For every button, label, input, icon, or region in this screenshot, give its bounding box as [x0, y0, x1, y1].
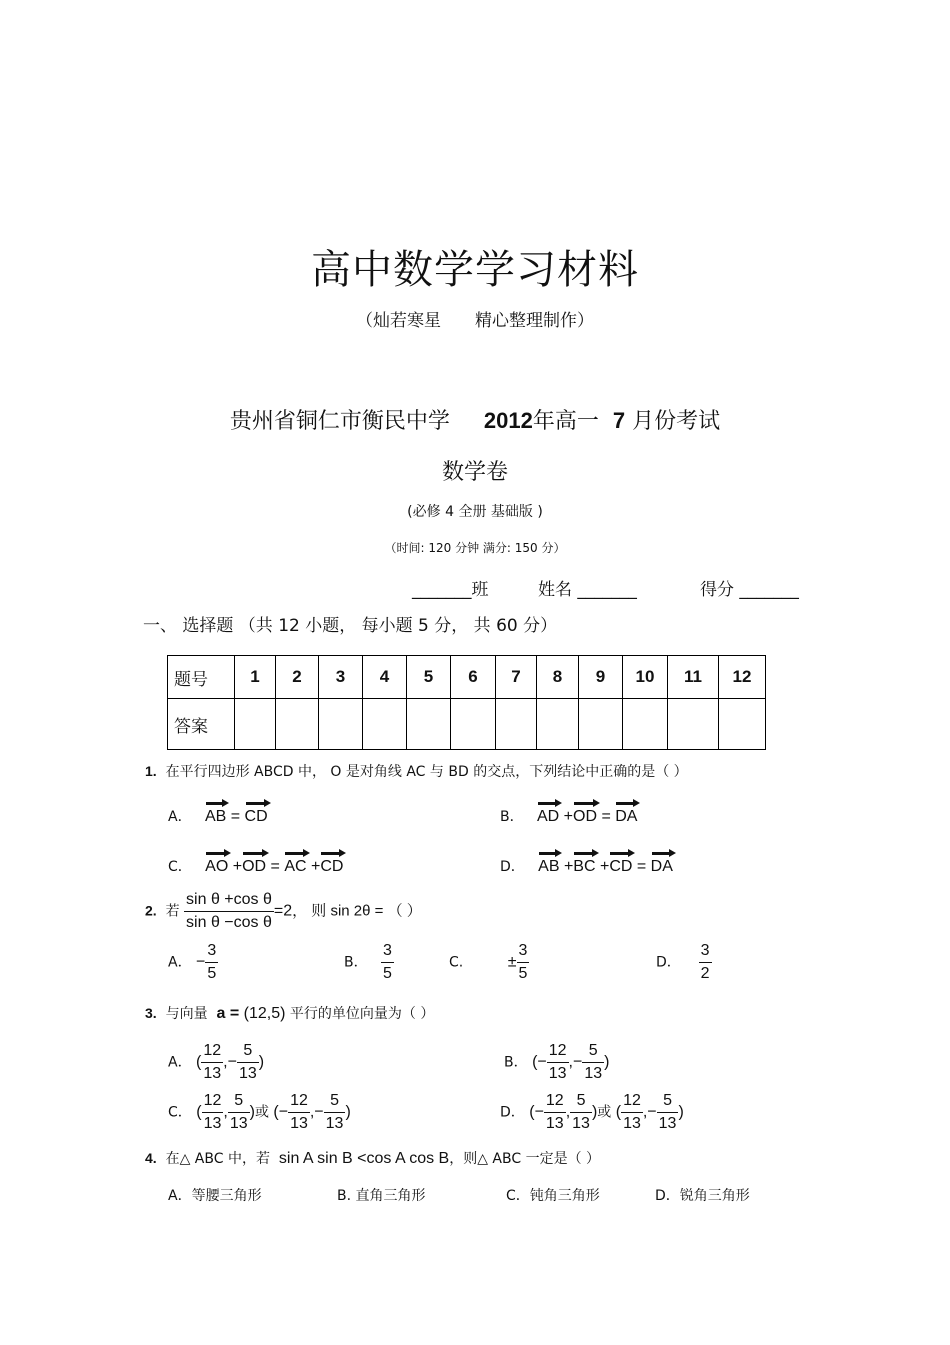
question-number-cell: 11 [668, 656, 719, 699]
equals-sign: = [270, 858, 280, 875]
score-field: 得分 _______ [700, 580, 799, 600]
option-label: D． [656, 954, 681, 971]
fraction-denominator: 5 [382, 965, 392, 982]
exam-title-suffix: 月份考试 [632, 409, 721, 434]
question-number-cell: 10 [623, 656, 668, 699]
q4-option-d: D．锐角三角形 [655, 1188, 750, 1204]
q2-option-b [344, 940, 394, 985]
main-title: 高中数学学习材料 [311, 247, 639, 293]
vector-ab: AB [538, 858, 560, 875]
vector-cd: CD [609, 858, 633, 875]
fraction [324, 1090, 346, 1135]
paper-name: 数学卷 [441, 460, 508, 485]
edition-note: (必修 4 全册 基础版 ) [407, 504, 543, 520]
question-4-number: 4. [145, 1150, 157, 1166]
q3-option-d: D． (− $\frac{12}{13}$ , $\frac{5}{13}$ )或 ( $\frac{12}{13}$ ,− $\frac{5}{13}$ ) [500, 1090, 684, 1135]
answer-cell[interactable] [537, 699, 579, 750]
vector-ab: AB [204, 808, 227, 825]
fraction-numerator: 5 [324, 1090, 346, 1113]
vector-da: DA [650, 858, 673, 875]
exam-year: 2012 [483, 408, 533, 433]
fraction [237, 1040, 259, 1085]
fraction [699, 940, 712, 985]
vector-a-name: a = [216, 1005, 240, 1022]
plus-minus-sign: ± [507, 953, 517, 971]
question-3-prefix: 与向量 [165, 1006, 208, 1022]
fraction-denominator: sin θ −cos θ [186, 914, 272, 931]
option-label: C． [168, 1104, 192, 1121]
question-number-label: 题号 [168, 656, 235, 699]
fraction-denominator: 5 [518, 965, 528, 982]
fraction-denominator: 13 [548, 1065, 567, 1082]
vector-ad: AD [536, 808, 560, 825]
option-label: B． [500, 809, 524, 825]
vector-da: DA [615, 808, 638, 825]
minus-sign: − [196, 953, 206, 971]
fraction [621, 1090, 643, 1135]
plus-sign: + [563, 858, 574, 875]
answer-cell[interactable] [668, 699, 719, 750]
vector-ao: AO [205, 858, 229, 875]
answer-cell[interactable] [719, 699, 766, 750]
vector-cd: CD [320, 858, 344, 875]
fraction-denominator: 5 [207, 965, 217, 982]
question-1-text: 在平行四边形 ABCD 中， O 是对角线 AC 与 BD 的交点，下列结论中正确的是（ ） [165, 764, 688, 780]
vector-ac: AC [284, 858, 307, 875]
answer-cell[interactable] [623, 699, 668, 750]
question-4 [145, 1148, 600, 1168]
question-1-number: 1. [145, 763, 157, 779]
fraction-numerator: 5 [582, 1040, 604, 1063]
vector-od: OD [573, 808, 597, 825]
fraction-denominator: 13 [658, 1115, 677, 1132]
answer-cell[interactable] [407, 699, 451, 750]
fraction-numerator: 12 [621, 1090, 643, 1113]
or-word: 或 [254, 1104, 269, 1121]
fraction-denominator: 13 [229, 1115, 248, 1132]
question-number-cell: 5 [407, 656, 451, 699]
fraction [202, 1090, 224, 1135]
vector-a-value: (12,5) [243, 1005, 286, 1022]
fraction [517, 940, 530, 985]
answer-cell[interactable] [496, 699, 537, 750]
fraction-denominator: 13 [290, 1115, 308, 1132]
fraction-denominator: 13 [238, 1065, 257, 1082]
answer-cell[interactable] [451, 699, 496, 750]
fraction-denominator: 13 [584, 1065, 603, 1082]
q2-option-a [168, 940, 218, 985]
fraction-numerator: 12 [202, 1090, 224, 1113]
question-number-cell: 3 [319, 656, 363, 699]
q2-fraction [184, 889, 274, 934]
question-number-cell: 8 [537, 656, 579, 699]
q1-option-c [168, 856, 343, 876]
fraction [228, 1090, 250, 1135]
equals-sign: = [230, 808, 241, 825]
exam-month: 7 [612, 408, 626, 433]
name-field: 姓名 _______ [538, 580, 637, 600]
fraction-denominator: 13 [325, 1115, 344, 1132]
fraction-numerator: 5 [228, 1090, 250, 1113]
answer-table [167, 655, 766, 750]
duration-note: （时间: 120 分钟 满分: 150 分） [384, 541, 566, 555]
section-heading: 一、 选择题 （共 12 小题， 每小题 5 分， 共 60 分） [143, 616, 558, 636]
fraction-numerator: 5 [237, 1040, 259, 1063]
fraction-numerator: sin θ +cos θ [184, 889, 274, 912]
fraction-denominator: 13 [623, 1115, 641, 1132]
question-number-cell: 1 [235, 656, 276, 699]
option-label: B． [504, 1054, 528, 1071]
question-2-prefix: 若 [165, 903, 180, 920]
q4-option-c: C．钝角三角形 [506, 1188, 600, 1204]
fraction-numerator: 12 [288, 1090, 310, 1113]
exam-title-prefix: 贵州省铜仁市衡民中学 [229, 409, 450, 434]
fraction-numerator: 3 [699, 940, 712, 963]
option-label: A． [168, 1054, 192, 1071]
answer-label: 答案 [168, 699, 235, 750]
exam-title [0, 404, 950, 435]
fraction [582, 1040, 604, 1085]
option-label: D． [500, 859, 525, 875]
vector-cd: CD [244, 808, 268, 825]
vector-bc: BC [573, 858, 596, 875]
option-label: D． [500, 1104, 525, 1121]
answer-cell[interactable] [579, 699, 623, 750]
fraction-numerator: 12 [201, 1040, 223, 1063]
plus-sign: + [232, 858, 243, 875]
question-2 [145, 889, 422, 934]
answer-cell[interactable] [319, 699, 363, 750]
question-4-text-b: ，则△ ABC 一定是（ ） [449, 1151, 601, 1167]
equals-sign: = [601, 808, 611, 825]
option-label: A． [168, 809, 192, 825]
fraction [544, 1090, 566, 1135]
fraction-denominator: 13 [203, 1065, 222, 1082]
q3-option-b: B． (− $\frac{12}{13}$ ,− $\frac{5}{13}$ ) [504, 1040, 609, 1085]
fraction-numerator: 12 [547, 1040, 569, 1063]
answer-cell[interactable] [235, 699, 276, 750]
exam-title-mid: 年高一 [532, 409, 599, 434]
question-number-cell: 7 [496, 656, 537, 699]
fraction [201, 1040, 223, 1085]
answer-cell[interactable] [363, 699, 407, 750]
question-2-suffix: ， 则 sin 2θ = （ ） [292, 902, 422, 920]
fraction [657, 1090, 679, 1135]
fraction-numerator: 3 [381, 940, 394, 963]
option-label: C． [168, 859, 192, 875]
plus-sign: + [563, 808, 573, 825]
q3-option-c: C． ( $\frac{12}{13}$ , $\frac{5}{13}$ )或 (− $\frac{12}{13}$ ,− $\frac{5}{13}$ ) [168, 1090, 351, 1135]
answer-table-answer-row [168, 699, 766, 750]
plus-sign: + [311, 858, 321, 875]
vector-od: OD [242, 858, 267, 875]
plus-sign: + [599, 858, 610, 875]
or-word: 或 [597, 1104, 612, 1121]
fraction-numerator: 3 [517, 940, 530, 963]
q3-option-a: A． ( $\frac{12}{13}$ ,− $\frac{5}{13}$ ) [168, 1040, 264, 1085]
subtitle: （灿若寒星 精心整理制作） [356, 311, 594, 331]
q4-option-b: B. 直角三角形 [337, 1188, 426, 1204]
question-2-number: 2. [145, 902, 157, 919]
fraction-denominator: 13 [572, 1115, 590, 1132]
fraction-denominator: 2 [700, 965, 710, 982]
question-number-cell: 4 [363, 656, 407, 699]
question-number-cell: 9 [579, 656, 623, 699]
answer-table-header-row [168, 656, 766, 699]
q2-option-c [449, 940, 529, 985]
q1-option-d [500, 856, 673, 876]
fraction-numerator: 3 [205, 940, 218, 963]
fraction [288, 1090, 310, 1135]
answer-cell[interactable] [276, 699, 319, 750]
question-number-cell: 2 [276, 656, 319, 699]
q1-option-b [500, 806, 637, 826]
fraction-denominator: 13 [203, 1115, 222, 1132]
question-1 [145, 761, 688, 781]
equals-two: =2 [273, 902, 293, 920]
option-label: A． [168, 954, 192, 971]
q1-option-a [168, 806, 268, 826]
option-label: B． [344, 954, 368, 971]
fraction [547, 1040, 569, 1085]
fraction [381, 940, 394, 985]
question-3-number: 3. [145, 1005, 157, 1021]
q4-option-a: A．等腰三角形 [168, 1188, 262, 1204]
q2-option-d [656, 940, 712, 985]
question-number-cell: 12 [719, 656, 766, 699]
fraction-numerator: 5 [570, 1090, 592, 1113]
class-field: _______班 [412, 580, 489, 600]
equals-sign: = [636, 858, 647, 875]
fraction [570, 1090, 592, 1135]
question-3 [145, 1003, 434, 1023]
option-label: C. [449, 954, 464, 971]
fraction-numerator: 12 [544, 1090, 566, 1113]
fraction [205, 940, 218, 985]
question-4-expression: sin A sin B <cos A cos B [278, 1150, 450, 1167]
fraction-numerator: 5 [657, 1090, 679, 1113]
question-4-text-a: 在△ ABC 中，若 [165, 1151, 270, 1167]
fraction-denominator: 13 [545, 1115, 564, 1132]
question-number-cell: 6 [451, 656, 496, 699]
question-3-suffix: 平行的单位向量为（ ） [289, 1006, 435, 1022]
